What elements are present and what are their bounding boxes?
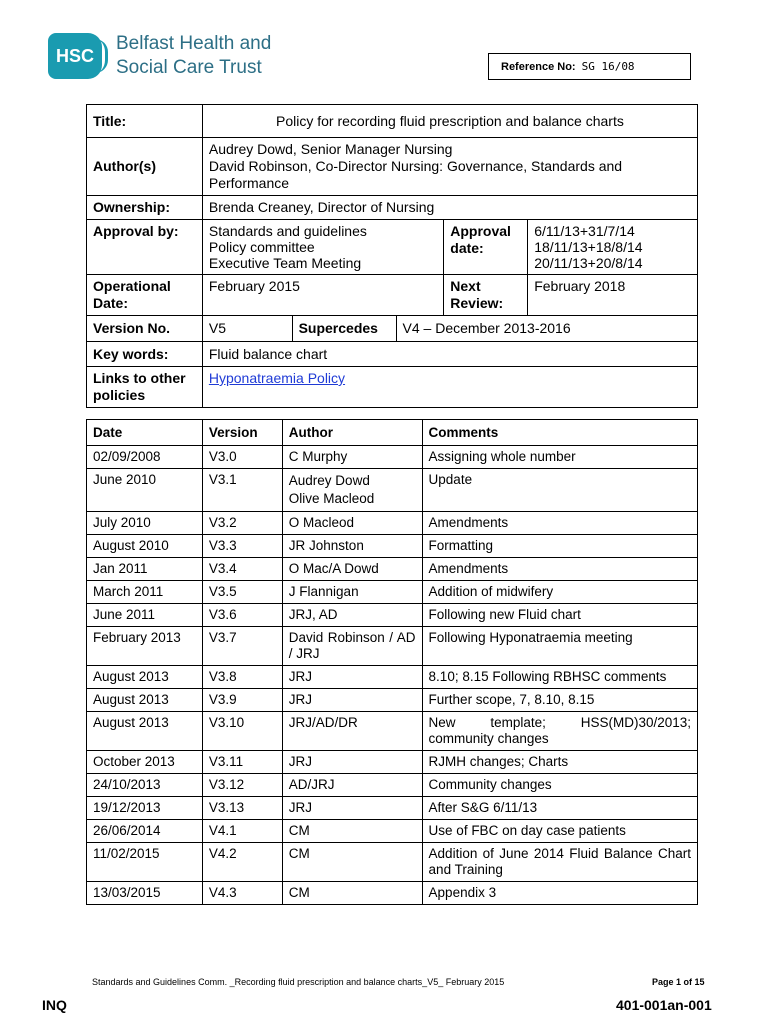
operational-value: February 2015 (202, 275, 443, 316)
row-comments: Following new Fluid chart (422, 604, 697, 627)
table-row (87, 558, 698, 581)
author-line: David Robinson, Co-Director Nursing: Governance, Standards and Performance (208, 158, 623, 191)
approval-date-line: 18/11/13+18/8/14 (534, 239, 643, 255)
row-date: 24/10/2013 (87, 774, 203, 797)
links-value (202, 367, 697, 408)
header-date: Date (87, 420, 203, 446)
table-row (87, 666, 698, 689)
row-version: V3.11 (202, 751, 282, 774)
links-label: Links to other policies (87, 367, 203, 408)
author-line: Audrey Dowd, Senior Manager Nursing (208, 141, 453, 157)
row-version: V3.0 (202, 446, 282, 469)
row-comments: Addition of midwifery (422, 581, 697, 604)
row-date: 11/02/2015 (87, 843, 203, 882)
next-review-value: February 2018 (528, 275, 698, 316)
approval-date-label: Approval date: (444, 220, 528, 275)
reference-value: SG 16/08 (581, 60, 635, 73)
row-author: O Mac/A Dowd (282, 558, 422, 581)
row-version: V3.2 (202, 512, 282, 535)
meta-row-links (87, 367, 698, 408)
row-version: V3.3 (202, 535, 282, 558)
row-date: 13/03/2015 (87, 882, 203, 905)
row-author: JRJ/AD/DR (282, 712, 422, 751)
table-row (87, 751, 698, 774)
row-date: August 2013 (87, 666, 203, 689)
row-author: JRJ (282, 751, 422, 774)
table-row (87, 882, 698, 905)
approval-date-line: 6/11/13+31/7/14 (534, 223, 635, 239)
row-comments: New template; HSS(MD)30/2013; community changes (422, 712, 697, 751)
row-version: V3.10 (202, 712, 282, 751)
row-comments: Formatting (422, 535, 697, 558)
row-version: V3.6 (202, 604, 282, 627)
table-row (87, 820, 698, 843)
history-header-row (87, 420, 698, 446)
document-id: 401-001an-001 (616, 997, 712, 1013)
author-line: Audrey Dowd (288, 473, 370, 488)
row-date: August 2013 (87, 689, 203, 712)
table-row (87, 689, 698, 712)
operational-label: Operational Date: (87, 275, 203, 316)
row-author (282, 469, 422, 512)
approval-label: Approval by: (87, 220, 203, 275)
row-version: V3.5 (202, 581, 282, 604)
hsc-logo-badge: HSC (48, 33, 102, 79)
row-date: 02/09/2008 (87, 446, 203, 469)
keywords-value: Fluid balance chart (202, 342, 697, 367)
table-row (87, 627, 698, 666)
table-row (87, 581, 698, 604)
row-date: August 2013 (87, 712, 203, 751)
row-author: CM (282, 882, 422, 905)
row-version: V3.4 (202, 558, 282, 581)
meta-row-keywords (87, 342, 698, 367)
row-comments: Use of FBC on day case patients (422, 820, 697, 843)
header-comments: Comments (422, 420, 697, 446)
authors-label: Author(s) (87, 138, 203, 196)
row-comments: Appendix 3 (422, 882, 697, 905)
table-row (87, 469, 698, 512)
inq-label: INQ (42, 997, 67, 1013)
row-comments: Community changes (422, 774, 697, 797)
hyponatraemia-policy-link[interactable]: Hyponatraemia Policy (208, 370, 346, 386)
row-date: June 2011 (87, 604, 203, 627)
header-author: Author (282, 420, 422, 446)
row-version: V3.1 (202, 469, 282, 512)
row-date: June 2010 (87, 469, 203, 512)
row-comments: 8.10; 8.15 Following RBHSC comments (422, 666, 697, 689)
meta-row-title (87, 105, 698, 138)
reference-box (488, 53, 691, 80)
reference-label: Reference No: (501, 60, 576, 73)
row-date: February 2013 (87, 627, 203, 666)
authors-value (202, 138, 697, 196)
approval-line: Executive Team Meeting (208, 255, 362, 271)
row-comments: Amendments (422, 512, 697, 535)
meta-row-authors (87, 138, 698, 196)
row-version: V3.12 (202, 774, 282, 797)
header-version: Version (202, 420, 282, 446)
row-author: JRJ, AD (282, 604, 422, 627)
table-row (87, 797, 698, 820)
trust-logo (48, 32, 271, 80)
table-row (87, 512, 698, 535)
approval-date-value (528, 220, 698, 275)
title-value: Policy for recording fluid prescription and balance charts (202, 105, 697, 138)
trust-name-line2: Social Care Trust (116, 57, 262, 78)
row-author: O Macleod (282, 512, 422, 535)
row-comments: Assigning whole number (422, 446, 697, 469)
table-row (87, 843, 698, 882)
row-version: V4.1 (202, 820, 282, 843)
row-version: V3.8 (202, 666, 282, 689)
row-author: JR Johnston (282, 535, 422, 558)
row-comments: RJMH changes; Charts (422, 751, 697, 774)
row-date: August 2010 (87, 535, 203, 558)
row-comments: Update (422, 469, 697, 512)
row-comments: After S&G 6/11/13 (422, 797, 697, 820)
row-version: V4.2 (202, 843, 282, 882)
row-date: July 2010 (87, 512, 203, 535)
table-row (87, 446, 698, 469)
row-date: 19/12/2013 (87, 797, 203, 820)
version-value: V5 (202, 316, 292, 342)
table-row (87, 774, 698, 797)
supercedes-value: V4 – December 2013-2016 (396, 316, 697, 342)
ownership-label: Ownership: (87, 196, 203, 220)
ownership-value: Brenda Creaney, Director of Nursing (202, 196, 697, 220)
row-author: J Flannigan (282, 581, 422, 604)
row-author: David Robinson / AD / JRJ (282, 627, 422, 666)
row-author: JRJ (282, 797, 422, 820)
row-author: CM (282, 820, 422, 843)
policy-metadata-table (86, 104, 698, 408)
row-version: V3.9 (202, 689, 282, 712)
table-row (87, 712, 698, 751)
title-label: Title: (87, 105, 203, 138)
row-author: JRJ (282, 666, 422, 689)
approval-line: Policy committee (208, 239, 315, 255)
trust-name-line1: Belfast Health and (116, 33, 272, 54)
keywords-label: Key words: (87, 342, 203, 367)
row-comments: Following Hyponatraemia meeting (422, 627, 697, 666)
supercedes-label: Supercedes (292, 316, 396, 342)
author-line: Olive Macleod (288, 491, 375, 506)
row-author: JRJ (282, 689, 422, 712)
row-date: 26/06/2014 (87, 820, 203, 843)
approval-value (202, 220, 443, 275)
next-review-label: Next Review: (444, 275, 528, 316)
row-author: AD/JRJ (282, 774, 422, 797)
table-row (87, 535, 698, 558)
row-date: March 2011 (87, 581, 203, 604)
approval-line: Standards and guidelines (208, 223, 367, 239)
version-history-table (86, 419, 698, 905)
table-row (87, 604, 698, 627)
meta-row-approval (87, 220, 698, 275)
approval-date-line: 20/11/13+20/8/14 (534, 255, 643, 271)
row-date: October 2013 (87, 751, 203, 774)
version-label: Version No. (87, 316, 203, 342)
row-version: V3.7 (202, 627, 282, 666)
row-author: C Murphy (282, 446, 422, 469)
page-number: Page 1 of 15 (652, 977, 705, 987)
row-version: V4.3 (202, 882, 282, 905)
meta-row-version (87, 316, 698, 342)
meta-row-operational (87, 275, 698, 316)
trust-name (116, 32, 271, 80)
row-comments: Further scope, 7, 8.10, 8.15 (422, 689, 697, 712)
row-comments: Addition of June 2014 Fluid Balance Chart and Training (422, 843, 697, 882)
meta-row-ownership (87, 196, 698, 220)
footer-text: Standards and Guidelines Comm. _Recording fluid prescription and balance charts_V5_ February 2015 (92, 977, 505, 987)
row-comments: Amendments (422, 558, 697, 581)
row-date: Jan 2011 (87, 558, 203, 581)
row-version: V3.13 (202, 797, 282, 820)
row-author: CM (282, 843, 422, 882)
